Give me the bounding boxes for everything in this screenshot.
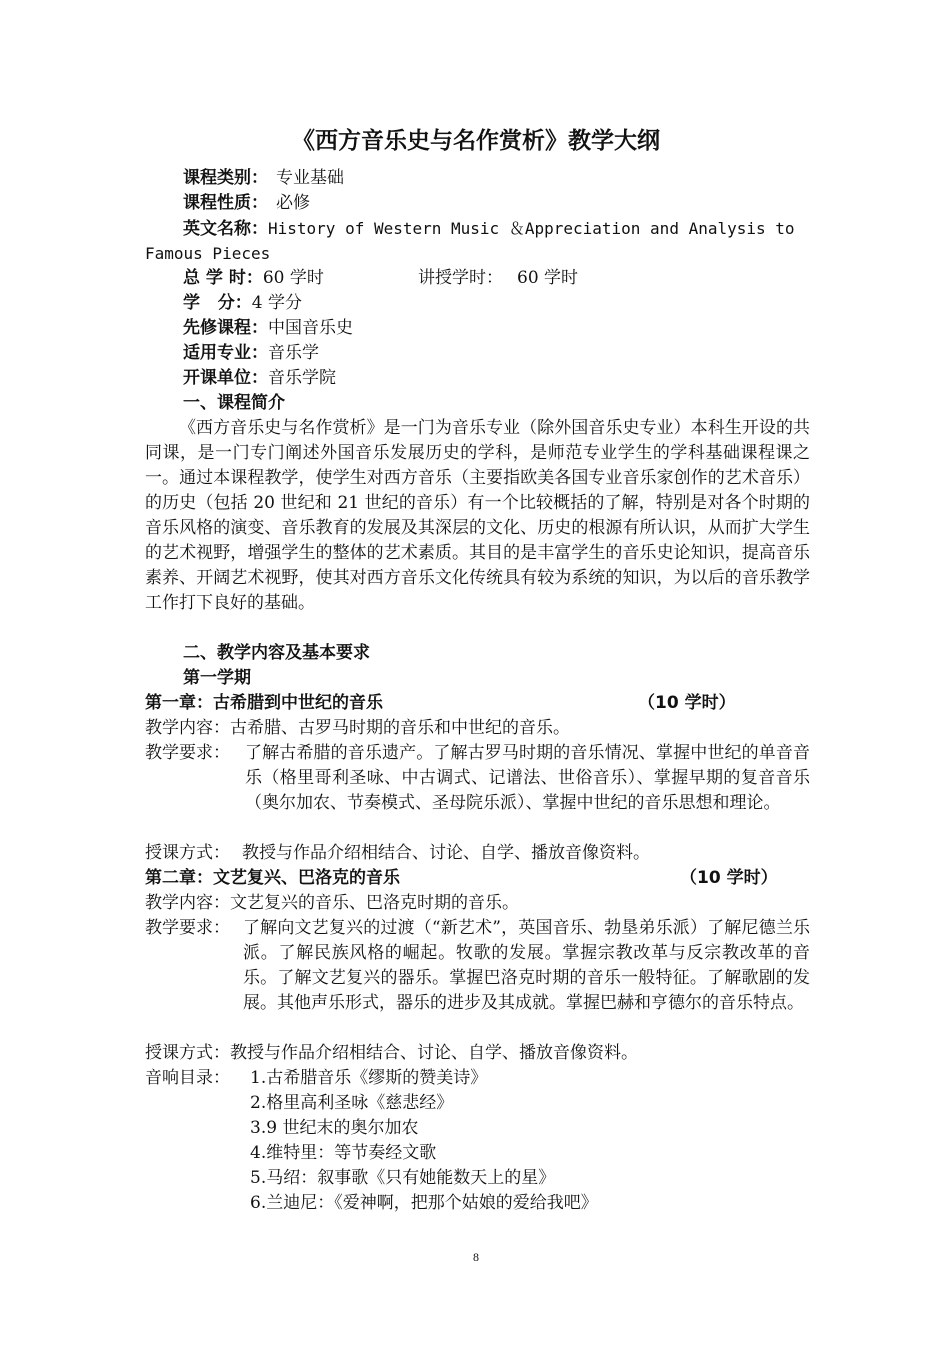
audio-label: 音响目录：	[145, 1068, 230, 1088]
credit-value: 4 学分	[251, 293, 302, 313]
chapter2-method	[145, 1041, 638, 1066]
content-heading: 二、教学内容及基本要求	[183, 643, 370, 663]
english-value-2: Famous Pieces	[145, 244, 271, 263]
major-label: 适用专业：	[183, 343, 268, 363]
audio-item: 4.维特里：等节奏经文歌	[250, 1143, 437, 1163]
meta-hours	[183, 266, 324, 291]
chapter2-req-label: 教学要求：	[145, 918, 230, 938]
credit-label: 学 分：	[183, 293, 252, 313]
meta-prereq	[183, 316, 353, 341]
lecture-label: 讲授学时：	[418, 268, 503, 288]
hours-label: 总 学 时：	[183, 268, 263, 288]
audio-item: 1.古希腊音乐《缪斯的赞美诗》	[250, 1068, 488, 1088]
chapter2-method-text: 教授与作品介绍相结合、讨论、自学、播放音像资料。	[230, 1043, 638, 1063]
chapter2-content	[145, 891, 519, 916]
semester-heading: 第一学期	[183, 668, 251, 688]
major-value: 音乐学	[268, 343, 319, 363]
chapter1-req-label: 教学要求：	[145, 743, 230, 763]
unit-value: 音乐学院	[268, 368, 336, 388]
hours-value: 60 学时	[262, 268, 324, 288]
chapter1-content-text: 古希腊、古罗马时期的音乐和中世纪的音乐。	[230, 718, 570, 738]
english-value-1: History of Western Music ＆Appreciation and Analysis to	[268, 219, 795, 238]
chapter1-method-text: 教授与作品介绍相结合、讨论、自学、播放音像资料。	[242, 843, 650, 863]
meta-lecture	[418, 266, 578, 291]
intro-heading: 一、课程简介	[183, 393, 285, 413]
meta-credit	[183, 291, 302, 316]
english-label: 英文名称：	[183, 219, 268, 239]
lecture-value: 60 学时	[517, 268, 579, 288]
meta-major	[183, 341, 319, 366]
unit-label: 开课单位：	[183, 368, 268, 388]
audio-item: 2.格里高利圣咏《慈悲经》	[250, 1093, 454, 1113]
chapter1-method-label: 授课方式：	[145, 843, 230, 863]
chapter1-method	[145, 841, 650, 866]
chapter1-req-text: 了解古希腊的音乐遗产。了解古罗马时期的音乐情况、掌握中世纪的单音音乐（格里哥利圣咏、中古调式、记谱法、世俗音乐）、掌握早期的复音音乐（奥尔加农、节奏模式、圣母院乐派）、掌握中世纪的音乐思想和理论。	[245, 743, 810, 813]
page-number: 8	[473, 1250, 479, 1264]
prereq-value: 中国音乐史	[268, 318, 353, 338]
audio-item: 3.9 世纪末的奥尔加农	[250, 1118, 419, 1138]
page-title: 《西方音乐史与名作赏析》教学大纲	[292, 128, 660, 154]
prereq-label: 先修课程：	[183, 318, 268, 338]
category-value: 专业基础	[276, 168, 344, 188]
chapter2-content-label: 教学内容：	[145, 893, 230, 913]
chapter1-title: 第一章：古希腊到中世纪的音乐	[145, 693, 383, 713]
nature-label: 课程性质：	[183, 193, 268, 213]
chapter2-content-text: 文艺复兴的音乐、巴洛克时期的音乐。	[230, 893, 519, 913]
category-label: 课程类别：	[183, 168, 268, 188]
chapter2-title: 第二章：文艺复兴、巴洛克的音乐	[145, 868, 400, 888]
audio-item: 5.马绍：叙事歌《只有她能数天上的星》	[250, 1168, 556, 1188]
chapter1-hours: （10 学时）	[638, 693, 736, 713]
chapter1-content	[145, 716, 570, 741]
chapter2-req-text: 了解向文艺复兴的过渡（“新艺术”，英国音乐、勃垦弟乐派）了解尼德兰乐派。了解民族风格的崛起。牧歌的发展。掌握宗教改革与反宗教改革的音乐。了解文艺复兴的器乐。掌握巴洛克时期的音乐一般特征。了解歌剧的发展。其他声乐形式，器乐的进步及其成就。掌握巴赫和亨德尔的音乐特点。	[243, 918, 810, 1013]
chapter2-method-label: 授课方式：	[145, 1043, 230, 1063]
chapter1-content-label: 教学内容：	[145, 718, 230, 738]
meta-english	[183, 216, 795, 242]
intro-paragraph: 《西方音乐史与名作赏析》是一门为音乐专业（除外国音乐史专业）本科生开设的共同课，是一门专门阐述外国音乐发展历史的学科，是师范专业学生的学科基础课程课之一。通过本课程教学，使学生对西方音乐（主要指欧美各国专业音乐家创作的艺术音乐）的历史（包括 20 世纪和 21 世纪的音乐）有一个比较概括的了解，特别是对各个时期的音乐风格的演变、音乐教育的发展及其深层的文化、历史的根源有所认识，从而扩大学生的艺术视野，增强学生的整体的艺术素质。其目的是丰富学生的音乐史论知识，提高音乐素养、开阔艺术视野，使其对西方音乐文化传统具有较为系统的知识，为以后的音乐教学工作打下良好的基础。	[145, 418, 810, 613]
nature-value: 必修	[276, 193, 310, 213]
meta-category	[183, 166, 344, 191]
meta-nature	[183, 191, 310, 216]
meta-unit	[183, 366, 336, 391]
chapter2-hours: （10 学时）	[680, 868, 778, 888]
audio-item: 6.兰迪尼：《爱神啊，把那个姑娘的爱给我吧》	[250, 1193, 598, 1213]
